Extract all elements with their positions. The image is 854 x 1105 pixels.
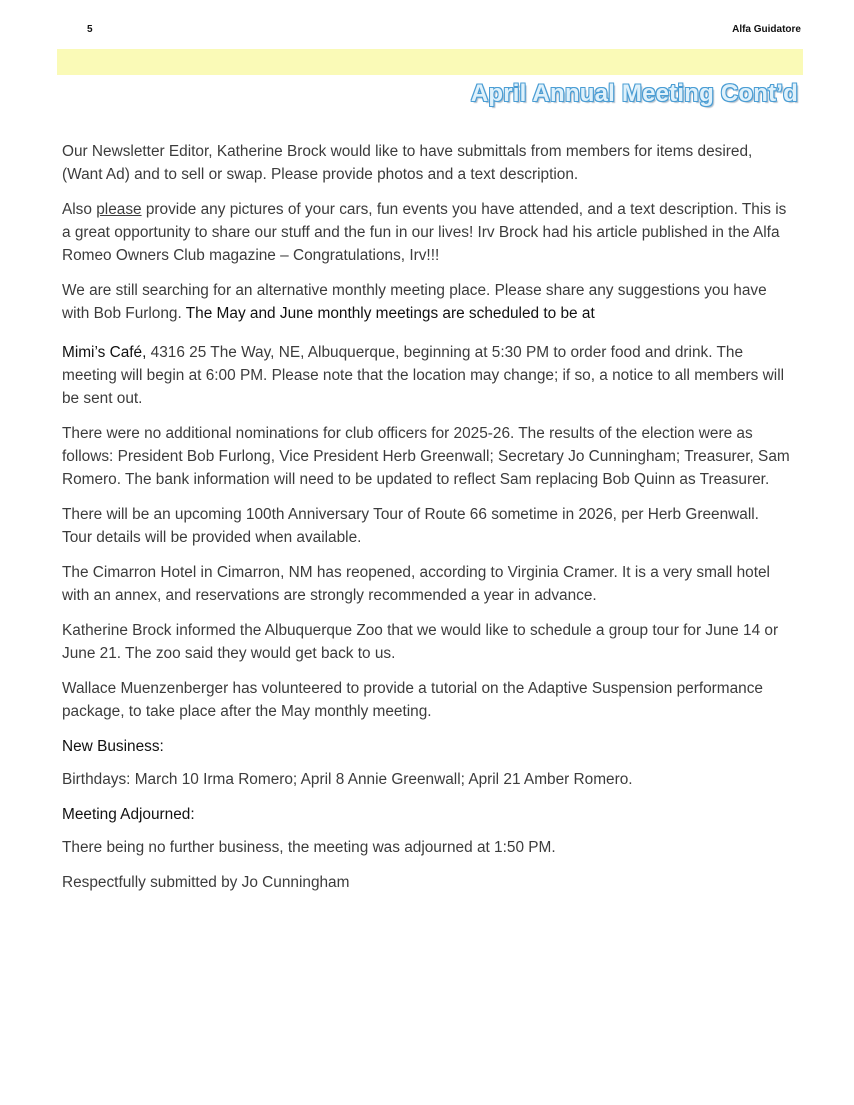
paragraph-meeting-location bbox=[62, 341, 790, 410]
paragraph-pictures-post: provide any pictures of your cars, fun events you have attended, and a text description. This is a great opportunity to share our stuff and the fun in our lives! Irv Brock had his article published in the Alfa Romeo Owners Club magazine – Congratulations, Irv!!! bbox=[62, 201, 787, 264]
meeting-schedule-text: The May and June monthly meetings are scheduled to be at bbox=[185, 305, 595, 322]
section-title: April Annual Meeting Cont’d bbox=[470, 80, 798, 107]
paragraph-tutorial: Wallace Muenzenberger has volunteered to provide a tutorial on the Adaptive Suspension performance package, to take place after the May monthly meeting. bbox=[62, 680, 763, 720]
paragraph-meeting-place bbox=[62, 279, 790, 325]
paragraph-route66-tour: There will be an upcoming 100th Anniversary Tour of Route 66 sometime in 2026, per Herb Greenwall. Tour details will be provided when available. bbox=[62, 506, 759, 546]
paragraph-pictures bbox=[62, 198, 790, 267]
paragraph-cimarron-hotel: The Cimarron Hotel in Cimarron, NM has reopened, according to Virginia Cramer. It is a very small hotel with an annex, and reservations are strongly recommended a year in advance. bbox=[62, 564, 770, 604]
paragraph-election-results: There were no additional nominations for club officers for 2025-26. The results of the election were as follows: President Bob Furlong, Vice President Herb Greenwall; Secretary Jo Cunningham; Treasurer, Sam Romero. The bank information will need to be updated to reflect Sam replacing Bob Quinn as Treasurer. bbox=[62, 425, 790, 488]
paragraph-pictures-pre: Also bbox=[62, 201, 97, 218]
meeting-place-text: We are still searching for an alternative monthly meeting place. Please share any suggestions you have with Bob Furlong. bbox=[62, 282, 767, 322]
paragraph-birthdays: Birthdays: March 10 Irma Romero; April 8 Annie Greenwall; April 21 Amber Romero. bbox=[62, 771, 633, 788]
paragraph-newsletter-submittals: Our Newsletter Editor, Katherine Brock would like to have submittals from members for items desired, (Want Ad) and to sell or swap. Please provide photos and a text description. bbox=[62, 143, 753, 183]
paragraph-adjournment: There being no further business, the meeting was adjourned at 1:50 PM. bbox=[62, 839, 556, 856]
article-body bbox=[62, 140, 790, 906]
publication-name: Alfa Guidatore bbox=[732, 24, 801, 35]
venue-name: Mimi’s Café, bbox=[62, 344, 147, 361]
paragraph-submitted-by: Respectfully submitted by Jo Cunningham bbox=[62, 874, 350, 891]
heading-new-business: New Business: bbox=[62, 738, 164, 755]
paragraph-zoo-tour: Katherine Brock informed the Albuquerque Zoo that we would like to schedule a group tour for June 14 or June 21. The zoo said they would get back to us. bbox=[62, 622, 779, 662]
underlined-please: please bbox=[96, 201, 142, 218]
highlight-band bbox=[57, 49, 803, 75]
page-number: 5 bbox=[87, 24, 93, 35]
venue-details: 4316 25 The Way, NE, Albuquerque, beginning at 5:30 PM to order food and drink. The meeting will begin at 6:00 PM. Please note that the location may change; if so, a notice to all members will be sent out. bbox=[62, 344, 785, 407]
heading-meeting-adjourned: Meeting Adjourned: bbox=[62, 806, 195, 823]
